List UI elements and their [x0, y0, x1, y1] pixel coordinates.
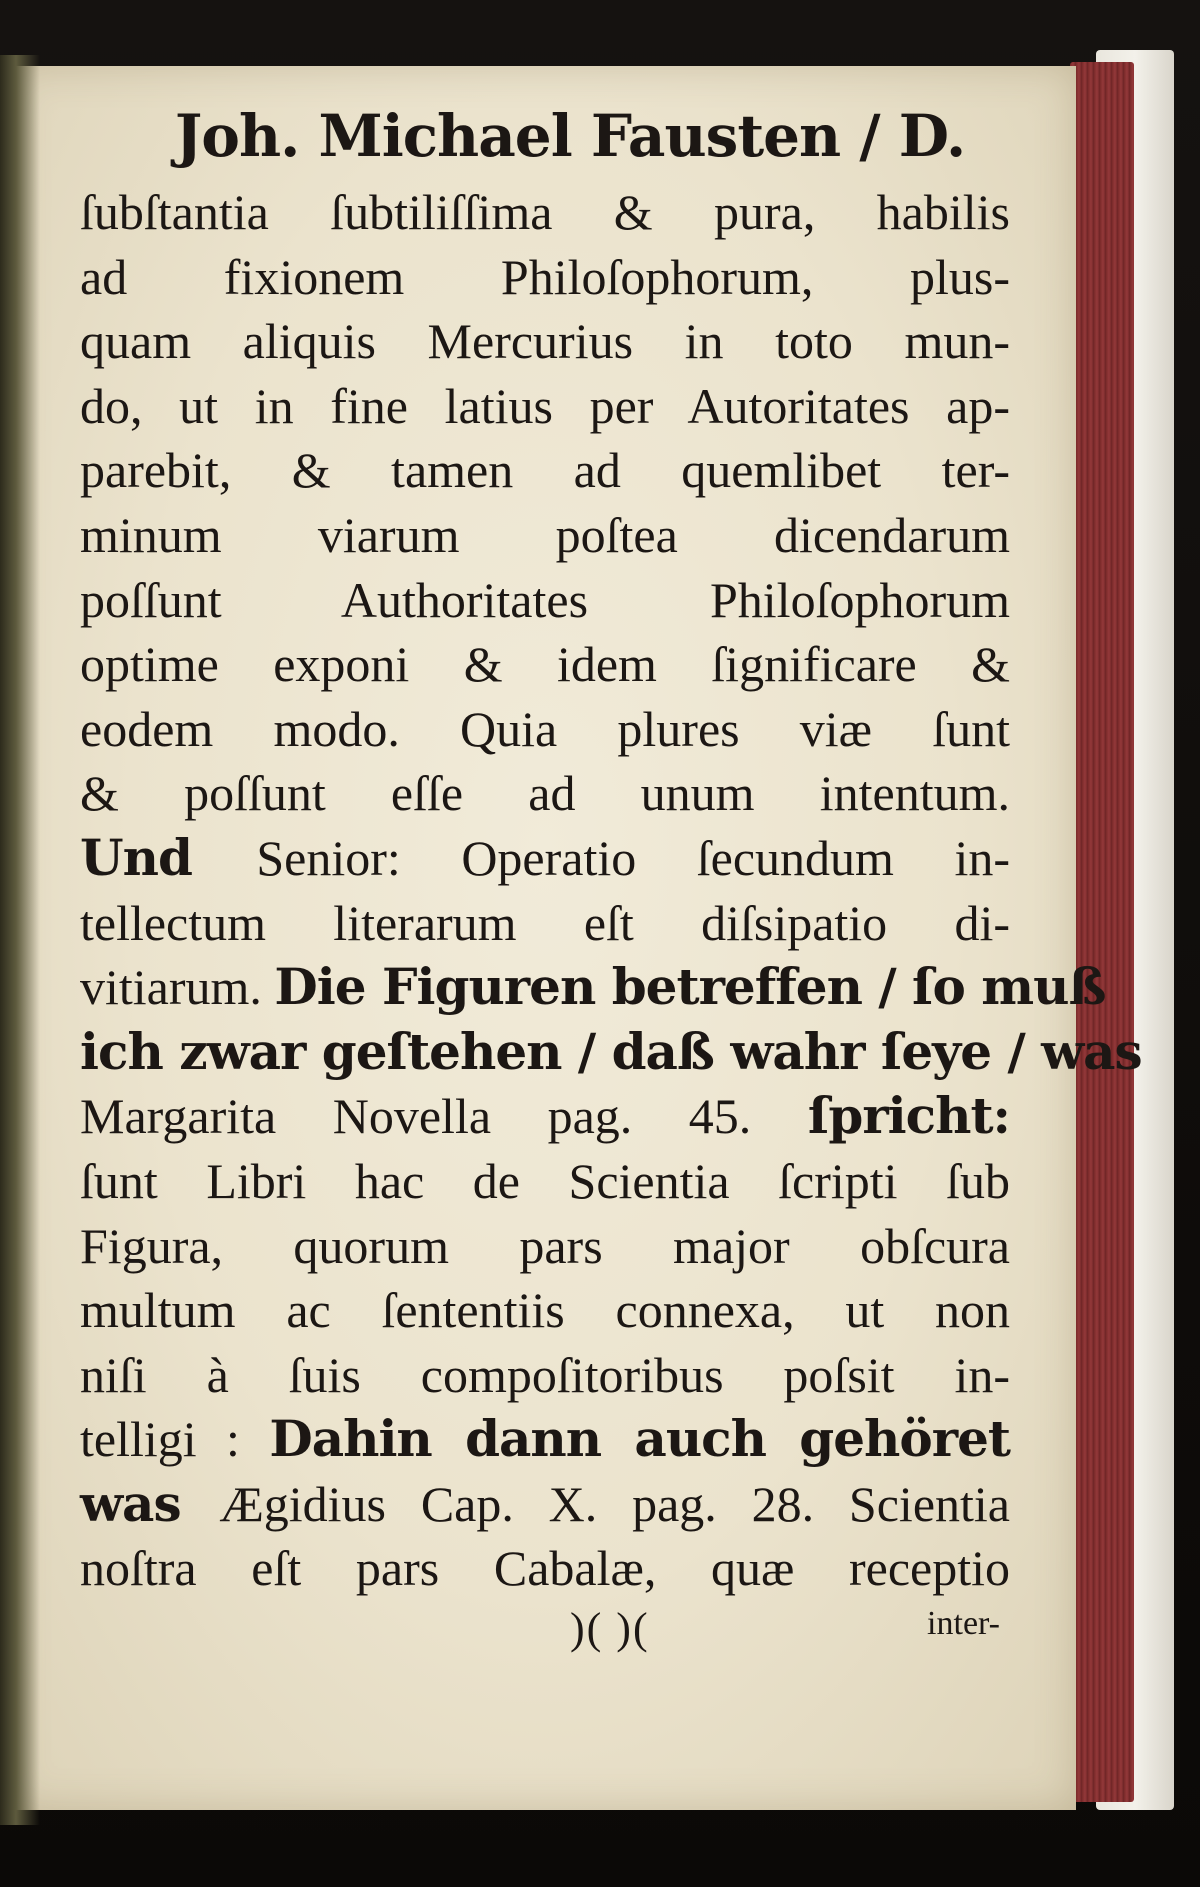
catchword: inter-	[927, 1605, 1000, 1643]
roman-text: optime exponi & idem ſignificare &	[80, 636, 1010, 693]
roman-text: niſi à ſuis compoſitoribus poſsit in-	[80, 1346, 1010, 1403]
text-line	[80, 632, 1010, 697]
roman-text: parebit, & tamen ad quemlibet ter-	[80, 442, 1010, 499]
text-line	[80, 1020, 1142, 1085]
running-head: Joh. Michael Fausten / D.	[174, 102, 966, 170]
roman-text: Figura, quorum pars major obſcura	[80, 1217, 1010, 1274]
text-line	[80, 761, 1010, 826]
red-page-edges	[1070, 62, 1134, 1802]
roman-text: tellectum literarum eſt diſsipatio di-	[80, 894, 1010, 951]
text-line	[80, 503, 1010, 568]
text-line	[80, 568, 1010, 633]
roman-text: poſſunt Authoritates Philoſophorum	[80, 571, 1010, 628]
roman-text: quam aliquis Mercurius in toto mun-	[80, 313, 1010, 370]
text-lines	[80, 180, 1142, 1601]
spine-shadow	[0, 55, 40, 1825]
blackletter-text: was	[80, 1473, 220, 1533]
text-line	[80, 1343, 1010, 1408]
blackletter-text: Die Figuren betreffen / ſo muß	[274, 957, 1106, 1017]
blackletter-text: ſpricht:	[807, 1086, 1010, 1146]
roman-text: ſunt Libri hac de Scientia ſcripti ſub	[80, 1152, 1010, 1209]
roman-text: telligi :	[80, 1411, 270, 1468]
roman-text: eodem modo. Quia plures viæ ſunt	[80, 700, 1010, 757]
roman-text: & poſſunt eſſe ad unum intentum.	[80, 765, 1010, 822]
roman-text: multum ac ſententiis connexa, ut non	[80, 1282, 1010, 1339]
text-line	[80, 697, 1010, 762]
blackletter-text: Dahin dann auch gehöret	[269, 1409, 1011, 1469]
roman-text: Senior: Operatio ſecundum in-	[256, 829, 1010, 886]
text-line	[80, 955, 1106, 1020]
roman-text: ad fixionem Philoſophorum, plus-	[80, 248, 1010, 305]
text-line	[80, 1407, 1010, 1472]
roman-text: do, ut in fine latius per Autoritates ap-	[80, 377, 1010, 434]
text-line	[80, 891, 1010, 956]
text-line	[80, 374, 1010, 439]
text-line	[80, 826, 1010, 891]
text-line	[80, 1084, 1010, 1149]
roman-text: minum viarum poſtea dicendarum	[80, 506, 1010, 563]
signature-mark: )( )(	[570, 1604, 650, 1654]
blackletter-text: Und	[80, 827, 257, 887]
text-line	[80, 1214, 1010, 1279]
roman-text: Margarita Novella pag. 45.	[80, 1088, 808, 1145]
text-line	[80, 1472, 1010, 1537]
roman-text: ſubſtantia ſubtiliſſima & pura, habilis	[80, 184, 1010, 240]
page-text-block	[80, 92, 1142, 1667]
text-line	[80, 1149, 1010, 1214]
blackletter-text: ich zwar geſtehen / daß wahr ſeye / was	[80, 1021, 1142, 1081]
roman-text: noſtra eſt pars Cabalæ, quæ receptio	[80, 1540, 1010, 1597]
roman-text: Ægidius Cap. X. pag. 28. Scientia	[219, 1475, 1010, 1532]
text-line	[80, 309, 1010, 374]
text-line	[80, 245, 1010, 310]
text-line	[80, 1536, 1010, 1601]
text-line	[80, 1278, 1010, 1343]
roman-text: vitiarum.	[80, 959, 275, 1016]
page-footer	[80, 1603, 1010, 1667]
text-line	[80, 438, 1010, 503]
text-line	[80, 180, 1010, 245]
